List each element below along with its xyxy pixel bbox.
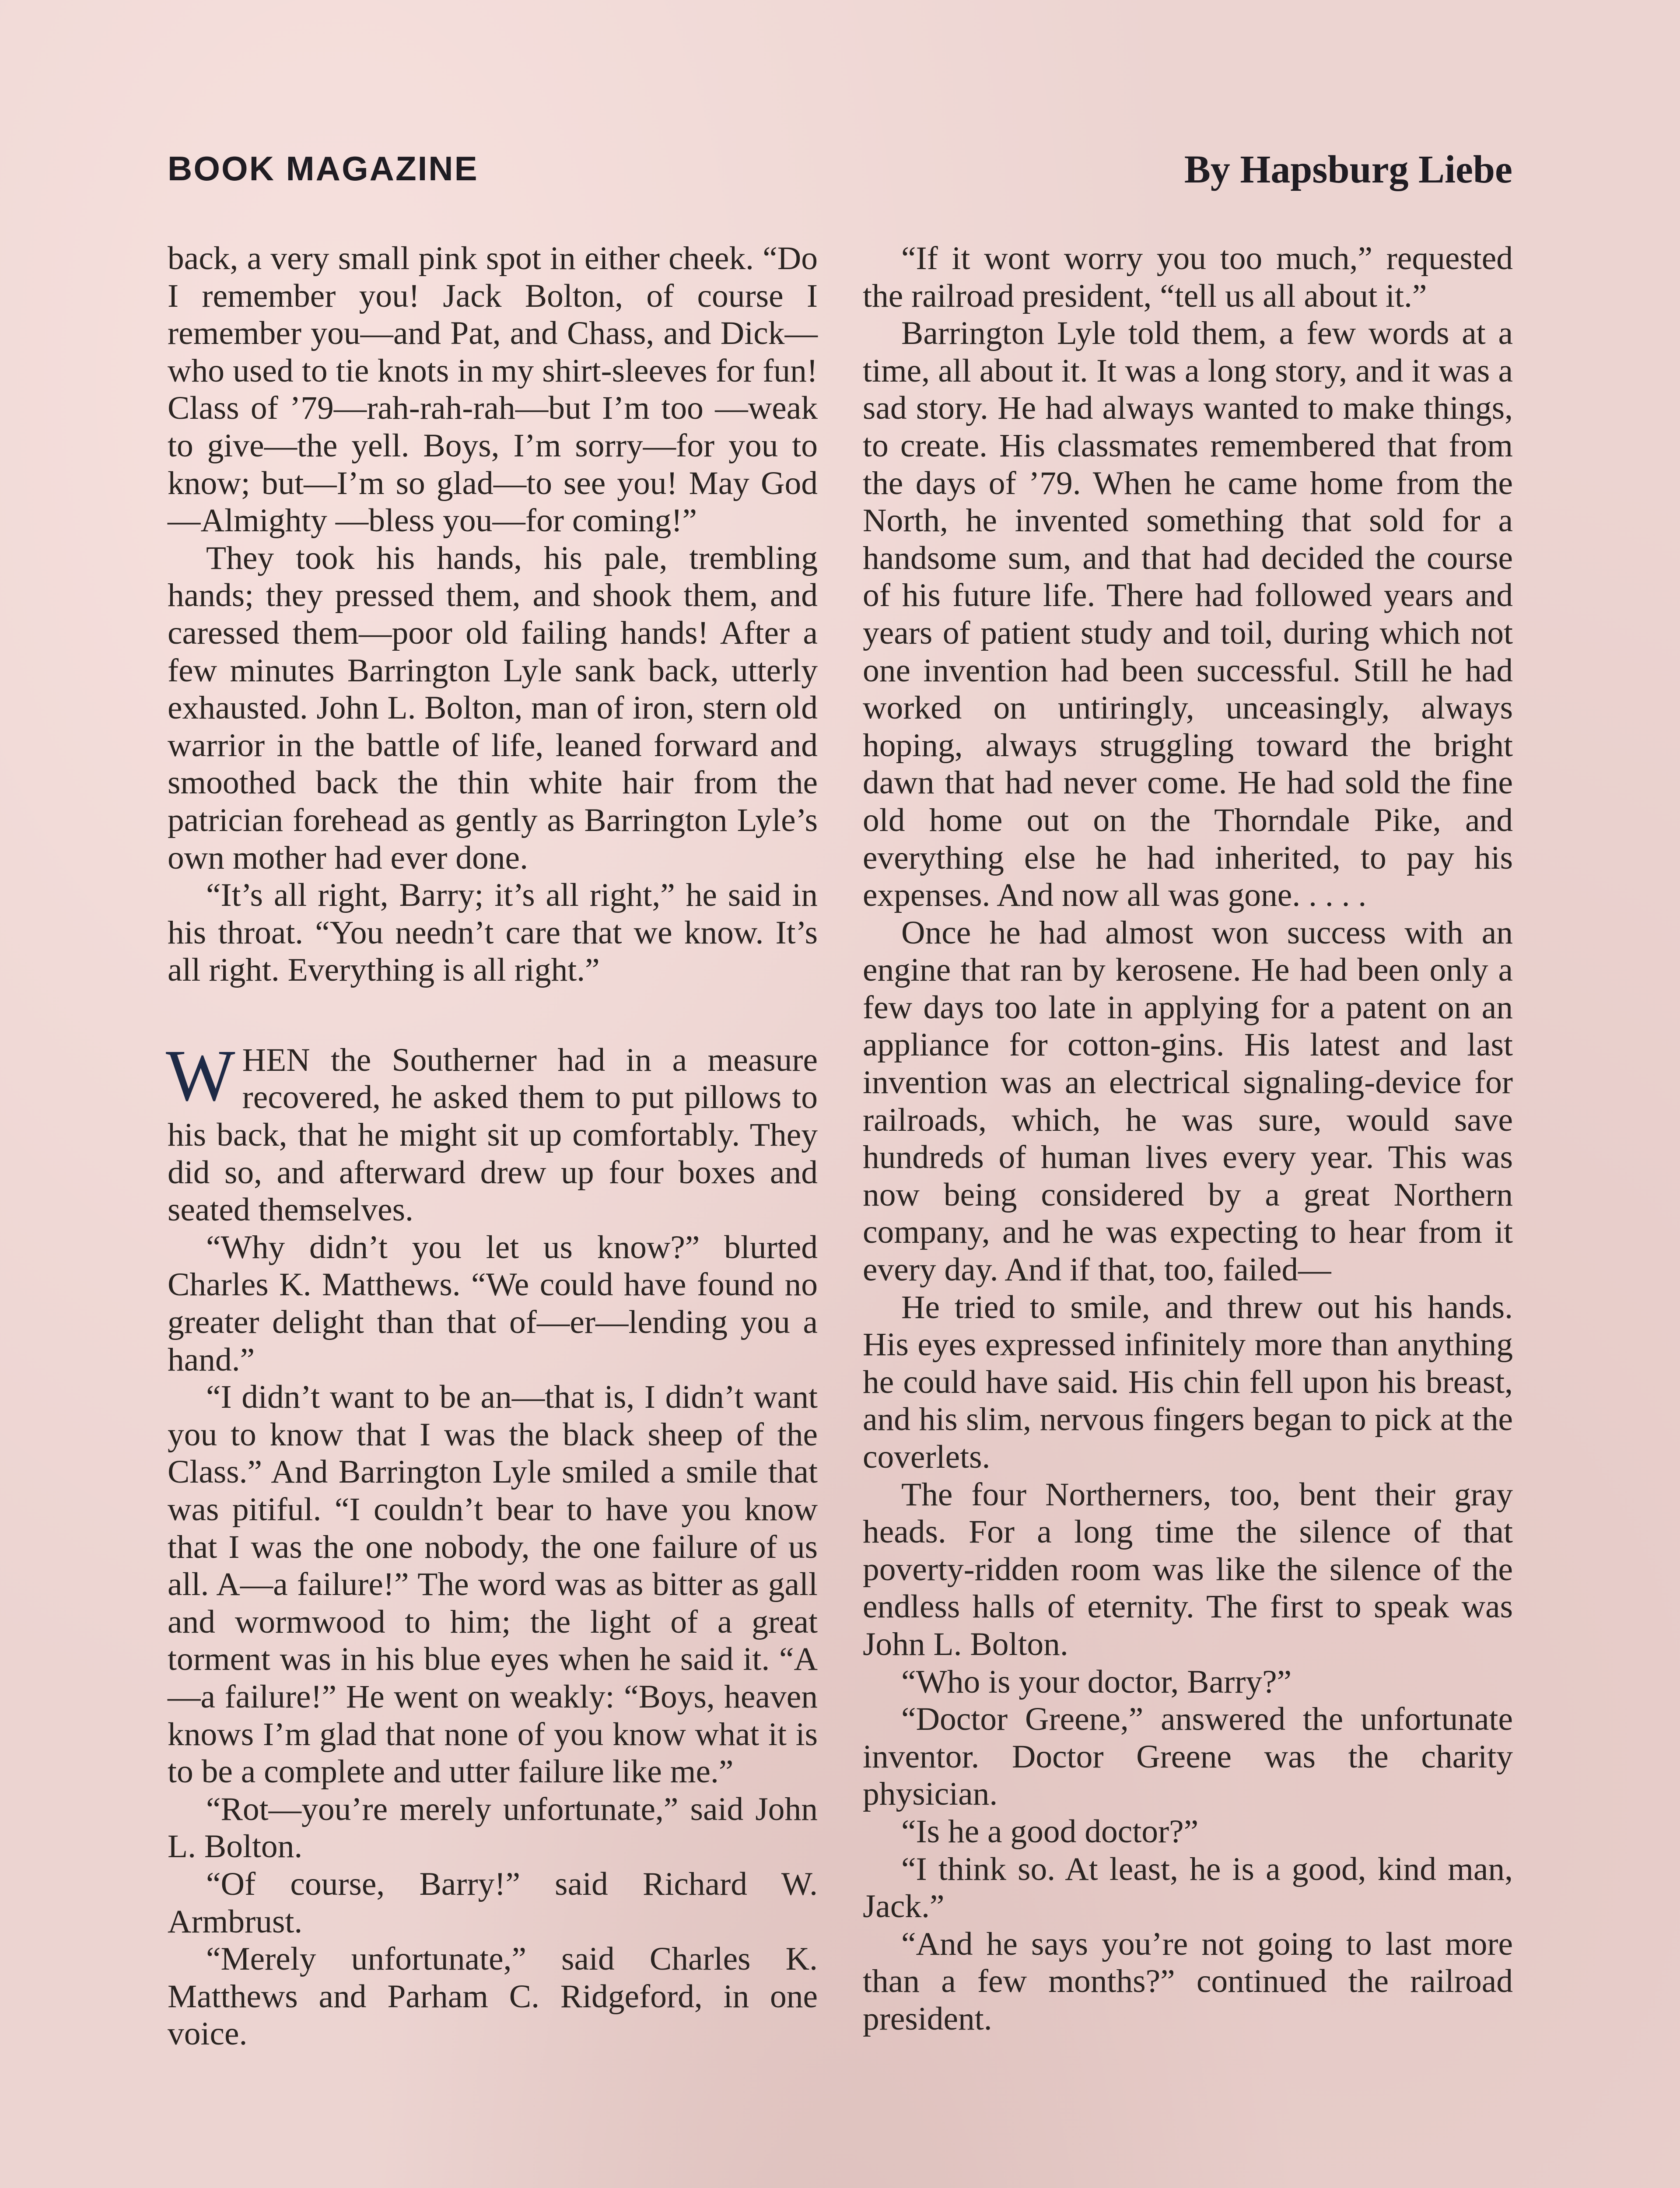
paragraph: “Who is your doctor, Barry?” [901, 1663, 1292, 1700]
paragraph: Once he had almost won success with an engine that ran by kerosene. He had been only a few days too late in applying for a patent on an appliance for cotton-gins. His latest and last invention was an electrical signaling-device for railroads, which, he was sure, would save hundreds of human lives every year. This was now being considered by a great Northern company, and he was expecting to hear from it every day. And if that, too, failed— [863, 914, 1513, 1288]
author-byline: By Hapsburg Liebe [1184, 148, 1512, 191]
paragraph: He tried to smile, and threw out his hands. His eyes expressed infinitely more than anything he could have said. His chin fell upon his breast, and his slim, nervous fingers began to pick at the coverlets. [863, 1289, 1513, 1475]
paragraph: “I didn’t want to be an—that is, I didn’t want you to know that I was the black sheep of the Class.” And Barrington Lyle smiled a smile that was pitiful. “I couldn’t bear to have you know that I was the one nobody, the one failure of us all. A—a failure!” The word was as bitter as gall and wormwood to him; the light of a great torment was in his blue eyes when he said it. “A—a failure!” He went on weakly: “Boys, heaven knows I’m glad that none of you know what it is to be a complete and utter failure like me.” [168, 1379, 818, 1790]
paragraph: “Merely unfortunate,” said Charles K. Matthews and Parham C. Ridgeford, in one voice. [168, 1941, 818, 2052]
drop-cap: W [166, 1034, 235, 1116]
paragraph: “And he says you’re not going to last more than a few months?” continued the railroad president. [863, 1925, 1513, 2037]
paragraph: “Doctor Greene,” answered the unfortunate inventor. Doctor Greene was the charity physician. [863, 1701, 1513, 1813]
paragraph: “Rot—you’re merely unfortunate,” said John L. Bolton. [168, 1791, 818, 1865]
magazine-title: BOOK MAGAZINE [168, 149, 479, 188]
right-column [863, 240, 1513, 2038]
left-column [168, 240, 818, 2053]
dropcap-paragraph [166, 1034, 818, 1229]
paragraph: The four Northerners, too, bent their gray heads. For a long time the silence of that poverty-ridden room was like the silence of the endless halls of eternity. The first to speak was John L. Bolton. [863, 1476, 1513, 1662]
paragraph: back, a very small pink spot in either cheek. “Do I remember you! Jack Bolton, of course I remember you—and Pat, and Chass, and Dick—who used to tie knots in my shirt-sleeves for fun! Class of ’79—rah-rah-rah—but I’m too —weak to give—the yell. Boys, I’m sorry—for you to know; but—I’m so glad—to see you! May God—Almighty —bless you—for coming!” [168, 240, 818, 539]
paragraph: They took his hands, his pale, trembling hands; they pressed them, and shook them, and caressed them—poor old failing hands! After a few minutes Barrington Lyle sank back, utterly exhausted. John L. Bolton, man of iron, stern old warrior in the battle of life, leaned forward and smoothed back the thin white hair from the patrician forehead as gently as Barrington Lyle’s own mother had ever done. [168, 540, 818, 876]
paragraph: “It’s all right, Barry; it’s all right,” he said in his throat. “You needn’t care that we know. It’s all right. Everything is all right.” [168, 877, 818, 989]
paragraph: “If it wont worry you too much,” requested the railroad president, “tell us all about it.” [863, 240, 1513, 314]
section-break [168, 989, 818, 1041]
paragraph: “Of course, Barry!” said Richard W. Armbrust. [168, 1865, 818, 1940]
paragraph: “Is he a good doctor?” [901, 1813, 1199, 1850]
paragraph: Barrington Lyle told them, a few words at a time, all about it. It was a long story, and it was a sad story. He had always wanted to make things, to create. His classmates remembered that from the days of ’79. When he came home from the North, he invented something that sold for a handsome sum, and that had decided the course of his future life. There had followed years and years of patient study and toil, during which not one invention had been successful. Still he had worked on untiringly, unceasingly, always hoping, always struggling toward the bright dawn that had never come. He had sold the fine old home out on the Thorndale Pike, and everything else he had inherited, to pay his expenses. And now all was gone. . . . . [863, 315, 1513, 914]
paragraph: “Why didn’t you let us know?” blurted Charles K. Matthews. “We could have found no greater delight than that of—er—lending you a hand.” [168, 1229, 818, 1378]
running-head [168, 149, 1512, 197]
paragraph-text: HEN the Southerner had in a measure recovered, he asked them to put pillows to his back, that he might sit up comfortably. They did so, and afterward drew up four boxes and seated themselves. [168, 1041, 818, 1228]
paragraph: “I think so. At least, he is a good, kind man, Jack.” [863, 1851, 1513, 1925]
